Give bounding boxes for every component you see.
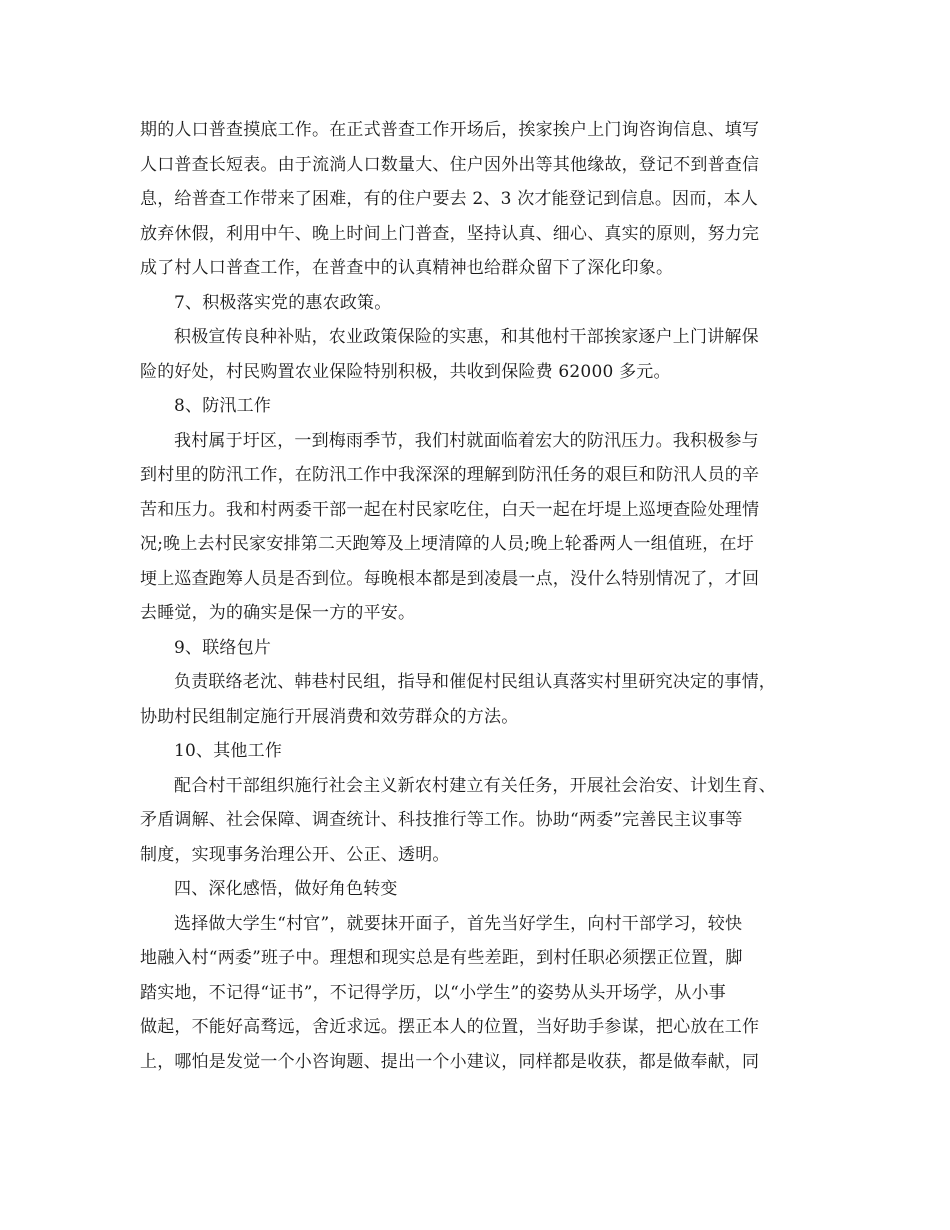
text-line: 四、深化感悟，做好角色转变	[174, 879, 398, 899]
text-line: 上，哪怕是发觉一个小咨询题、提出一个小建议，同样都是收获，都是做奉献，同	[140, 1051, 760, 1072]
text-line: 踏实地，不记得“证书”，不记得学历，以“小学生”的姿势从头开场学，从小事	[140, 982, 726, 1003]
text-line: 地融入村“两委”班子中。理想和现实总是有些差距，到村任职必须摆正位置，脚	[140, 948, 743, 968]
text-line: 负责联络老沈、韩巷村民组，指导和催促村民组认真落实村里研究决定的事情，	[174, 672, 776, 692]
text-line: 做起，不能好高骛远，舍近求远。摆正本人的位置，当好助手参谋，把心放在工作	[140, 1017, 760, 1037]
text-line: 人口普查长短表。由于流淌人口数量大、住户因外出等其他缘故，登记不到普查信	[140, 154, 760, 175]
text-line: 7、积极落实党的惠农政策。	[174, 292, 392, 313]
text-line: 9、联络包片	[174, 637, 272, 658]
text-line: 配合村干部组织施行社会主义新农村建立有关任务，开展社会治安、计划生育、	[174, 775, 776, 796]
text-line: 到村里的防汛工作，在防汛工作中我深深的理解到防汛任务的艰巨和防汛人员的辛	[140, 465, 760, 485]
text-line: 险的好处，村民购置农业保险特别积极，共收到保险费 62000 多元。	[140, 361, 671, 382]
text-line: 埂上巡查跑筹人员是否到位。每晚根本都是到凌晨一点，没什么特别情况了，才回	[140, 568, 760, 589]
text-line: 制度，实现事务治理公开、公正、透明。	[140, 844, 450, 865]
text-line: 我村属于圩区，一到梅雨季节，我们村就面临着宏大的防汛压力。我积极参与	[174, 430, 759, 451]
text-line: 苦和压力。我和村两委干部一起在村民家吃住，白天一起在圩堤上巡埂查险处理情	[140, 499, 760, 520]
text-line: 期的人口普查摸底工作。在正式普查工作开场后，挨家挨户上门询咨询信息、填写	[140, 120, 760, 140]
text-line: 积极宣传良种补贴，农业政策保险的实惠，和其他村干部挨家逐户上门讲解保	[174, 327, 759, 347]
text-line: 8、防汛工作	[174, 396, 272, 416]
document-body	[140, 113, 820, 1079]
text-line: 协助村民组制定施行开展消费和效劳群众的方法。	[140, 706, 519, 727]
text-line: 成了村人口普查工作，在普查中的认真精神也给群众留下了深化印象。	[140, 258, 674, 278]
text-line: 去睡觉，为的确实是保一方的平安。	[140, 603, 416, 623]
text-line: 10、其他工作	[174, 741, 283, 761]
text-line: 放弃休假，利用中午、晚上时间上门普查，坚持认真、细心、真实的原则，努力完	[140, 223, 760, 244]
text-line: 选择做大学生“村官”，就要抹开面子，首先当好学生，向村干部学习，较快	[174, 913, 743, 934]
text-line: 矛盾调解、社会保障、调查统计、科技推行等工作。协助“两委”完善民主议事等	[140, 810, 743, 830]
text-line: 息，给普查工作带来了困难，有的住户要去 2、3 次才能登记到信息。因而，本人	[140, 189, 759, 209]
text-line: 况;晚上去村民家安排第二天跑筹及上埂清障的人员;晚上轮番两人一组值班，在圩	[140, 534, 754, 554]
